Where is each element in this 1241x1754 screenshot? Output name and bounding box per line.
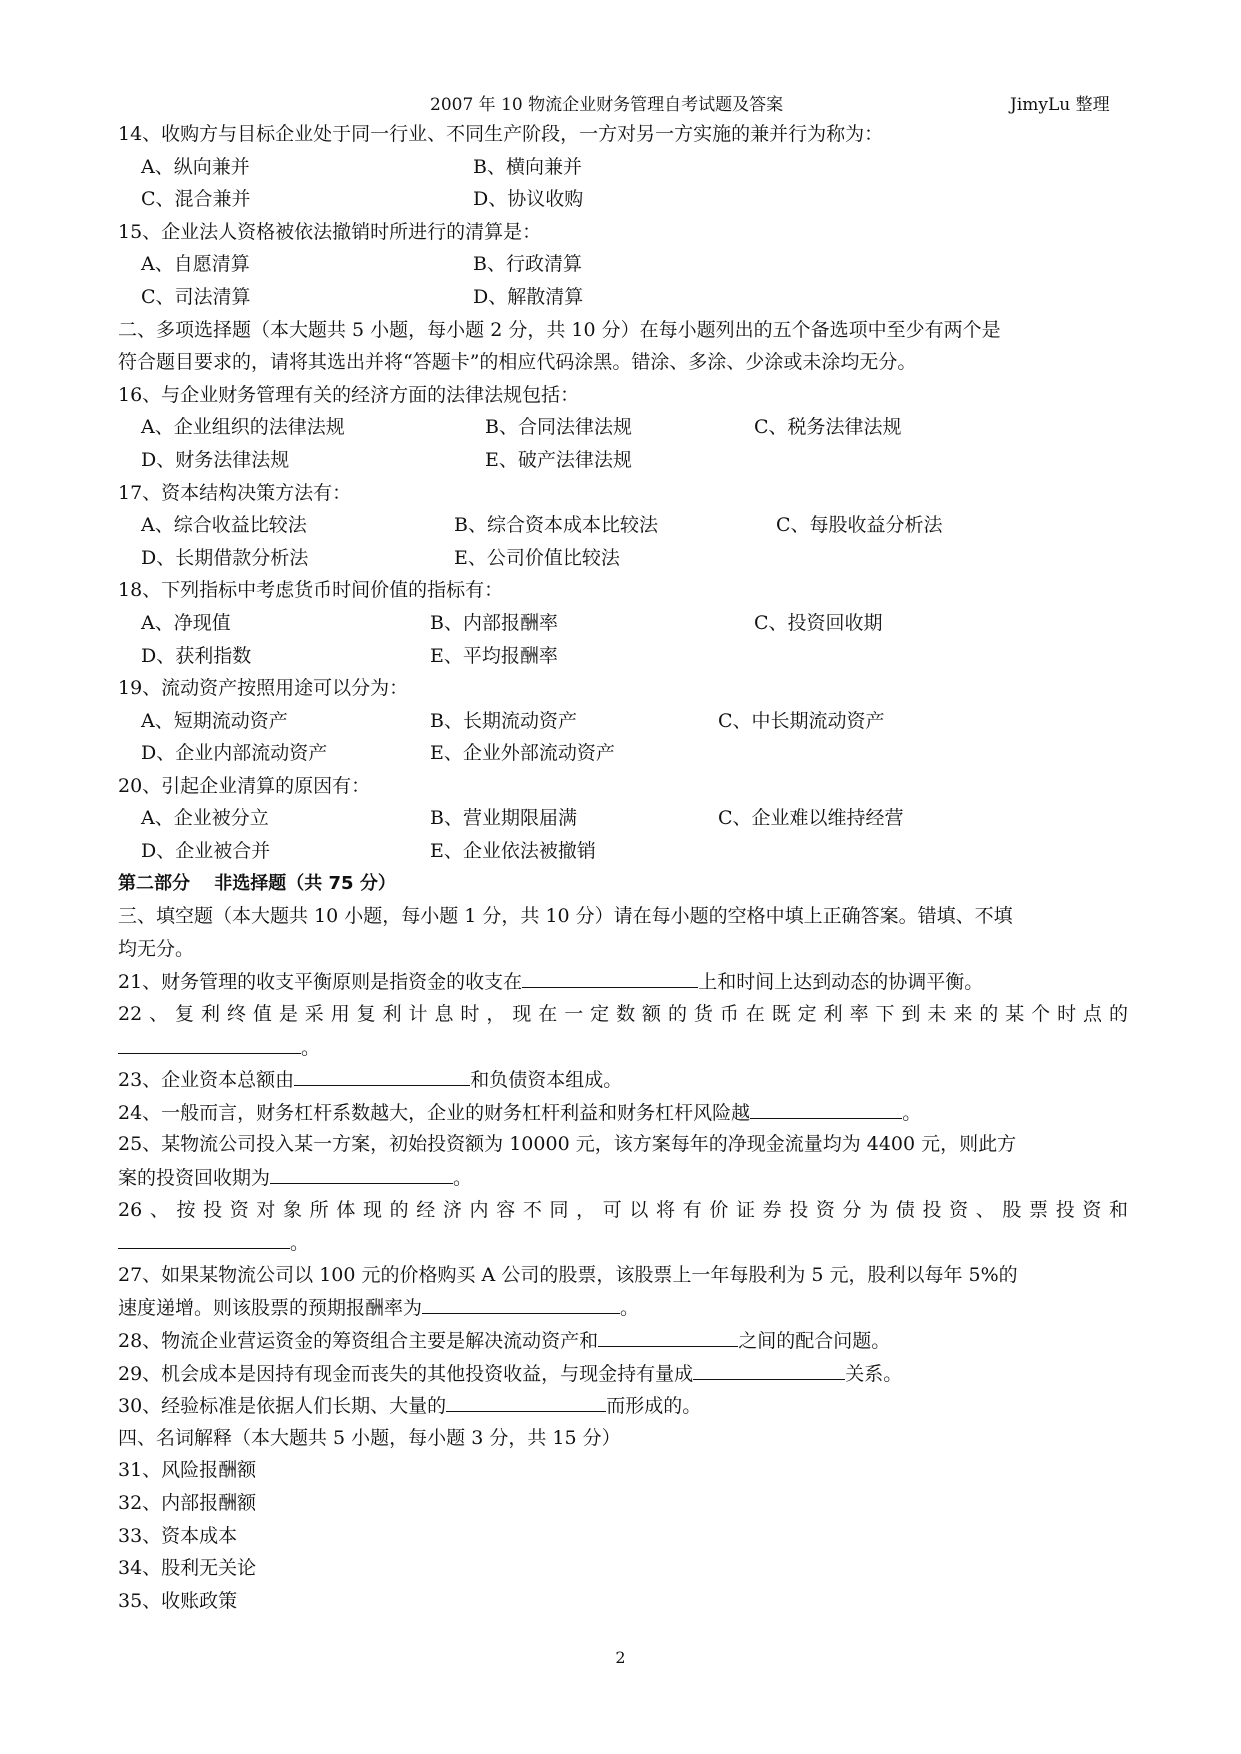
- question-17-option-d: D、长期借款分析法: [141, 546, 309, 569]
- question-15-option-b: B、行政清算: [473, 253, 582, 276]
- question-28-text-after: 之间的配合问题。: [738, 1329, 891, 1352]
- question-17-option-c: C、每股收益分析法: [776, 514, 943, 537]
- question-16-option-e: E、破产法律法规: [485, 448, 632, 471]
- question-19-option-d: D、企业内部流动资产: [141, 742, 328, 765]
- question-27-line2: [118, 1291, 1128, 1324]
- question-22-line2: [118, 1031, 1128, 1064]
- section-3-instructions-line1: 三、填空题（本大题共 10 小题，每小题 1 分，共 10 分）请在每小题的空格中填上正确答案。错填、不填: [118, 905, 1013, 928]
- question-18-option-b: B、内部报酬率: [430, 611, 558, 634]
- question-18-stem: 18、下列指标中考虑货币时间价值的指标有：: [118, 579, 504, 602]
- question-14-option-b: B、横向兼并: [473, 155, 582, 178]
- question-25-line2: [118, 1161, 1128, 1194]
- question-34: 34、股利无关论: [118, 1557, 257, 1580]
- question-16-option-d: D、财务法律法规: [141, 448, 290, 471]
- question-23-text-after: 和负债资本组成。: [470, 1069, 623, 1092]
- question-15-option-d: D、解散清算: [473, 285, 584, 308]
- question-17-option-a: A、综合收益比较法: [141, 514, 307, 537]
- question-26-line2: [118, 1226, 1128, 1259]
- question-14-options-row1: [118, 151, 1128, 184]
- question-31: 31、风险报酬额: [118, 1459, 257, 1482]
- question-29-text-after: 关系。: [845, 1362, 903, 1385]
- question-22-line1: 22、复利终值是采用复利计息时，现在一定数额的货币在既定利率下到未来的某个时点的: [118, 1003, 1128, 1026]
- question-17-stem: 17、资本结构决策方法有：: [118, 481, 352, 504]
- question-23-text-before: 23、企业资本总额由: [118, 1069, 295, 1092]
- question-24-text-before: 24、一般而言，财务杠杆系数越大，企业的财务杠杆利益和财务杠杆风险越: [118, 1101, 751, 1124]
- question-27-line1: 27、如果某物流公司以 100 元的价格购买 A 公司的股票，该股票上一年每股利为 5 元，股利以每年 5%的: [118, 1263, 1018, 1286]
- question-23: [118, 1063, 1128, 1096]
- question-25-text-before: 案的投资回收期为: [118, 1167, 271, 1189]
- question-15-options-row1: [118, 248, 1128, 281]
- question-18-options-row1: [118, 607, 1128, 640]
- question-20-stem: 20、引起企业清算的原因有：: [118, 774, 371, 797]
- question-19-options-row2: [118, 737, 1128, 770]
- question-14-stem: 14、收购方与目标企业处于同一行业、不同生产阶段，一方对另一方实施的兼并行为称为：: [118, 123, 884, 145]
- document-author: JimyLu 整理: [1010, 95, 1110, 115]
- question-16-stem: 16、与企业财务管理有关的经济方面的法律法规包括：: [118, 383, 580, 406]
- question-22-answer-blank: [118, 1031, 301, 1054]
- question-19-stem: 19、流动资产按照用途可以分为：: [118, 677, 409, 700]
- question-27-text-before: 速度递增。则该股票的预期报酬率为: [118, 1297, 423, 1320]
- question-19-option-c: C、中长期流动资产: [718, 709, 885, 732]
- question-30-answer-blank: [446, 1389, 606, 1412]
- question-15-options-row2: [118, 281, 1128, 314]
- question-26-text-end: 。: [290, 1232, 310, 1255]
- question-30-text-after: 而形成的。: [606, 1395, 702, 1418]
- question-24-text-after: 。: [902, 1101, 922, 1124]
- question-29: [118, 1357, 1128, 1390]
- question-25-line1: 25、某物流公司投入某一方案，初始投资额为 10000 元，该方案每年的净现金流量均为 4400 元，则此方: [118, 1133, 1017, 1156]
- question-15-stem: 15、企业法人资格被依法撤销时所进行的清算是：: [118, 220, 542, 243]
- question-22-text-end: 。: [301, 1036, 321, 1059]
- question-24-answer-blank: [750, 1096, 902, 1119]
- question-29-answer-blank: [693, 1357, 845, 1380]
- question-17-option-e: E、公司价值比较法: [454, 546, 620, 569]
- question-20-option-e: E、企业依法被撤销: [430, 840, 596, 863]
- question-20-option-d: D、企业被合并: [141, 840, 271, 863]
- question-16-option-c: C、税务法律法规: [754, 416, 902, 439]
- question-19-option-e: E、企业外部流动资产: [430, 742, 615, 765]
- question-18-options-row2: [118, 640, 1128, 673]
- document-title: 2007 年 10 物流企业财务管理自考试题及答案: [430, 95, 784, 115]
- question-26-line1: 26、按投资对象所体现的经济内容不同，可以将有价证券投资分为债投资、股票投资和: [118, 1198, 1128, 1221]
- question-25-text-after: 。: [453, 1167, 473, 1189]
- question-25-answer-blank: [270, 1161, 453, 1184]
- question-15-option-c: C、司法清算: [141, 285, 251, 308]
- question-21-text-after: 上和时间上达到动态的协调平衡。: [698, 971, 984, 994]
- question-24: [118, 1096, 1128, 1129]
- question-33: 33、资本成本: [118, 1524, 238, 1547]
- question-29-text-before: 29、机会成本是因持有现金而丧失的其他投资收益，与现金持有量成: [118, 1362, 694, 1385]
- question-27-text-after: 。: [620, 1297, 640, 1320]
- question-19-option-a: A、短期流动资产: [141, 709, 288, 732]
- question-16-options-row2: [118, 444, 1128, 477]
- question-27-answer-blank: [422, 1291, 620, 1314]
- question-14-option-c: C、混合兼并: [141, 188, 251, 211]
- question-16-options-row1: [118, 411, 1128, 444]
- question-30-text-before: 30、经验标准是依据人们长期、大量的: [118, 1395, 447, 1418]
- question-16-option-b: B、合同法律法规: [485, 416, 632, 439]
- question-18-option-d: D、获利指数: [141, 644, 252, 667]
- question-28-answer-blank: [598, 1324, 738, 1347]
- section-3-instructions-line2: 均无分。: [118, 937, 195, 960]
- question-26-answer-blank: [118, 1226, 290, 1249]
- question-14-option-a: A、纵向兼并: [141, 155, 250, 178]
- question-28: [118, 1324, 1128, 1357]
- question-17-options-row1: [118, 509, 1128, 542]
- question-30: [118, 1389, 1128, 1422]
- part-2-title: 第二部分 非选择题（共 75 分）: [118, 872, 396, 894]
- question-15-option-a: A、自愿清算: [141, 253, 250, 276]
- question-17-options-row2: [118, 542, 1128, 575]
- question-19-options-row1: [118, 705, 1128, 738]
- question-20-option-c: C、企业难以维持经营: [718, 807, 904, 830]
- page-content: [118, 118, 1128, 1617]
- question-16-option-a: A、企业组织的法律法规: [141, 416, 345, 439]
- section-2-instructions-line2: 符合题目要求的，请将其选出并将“答题卡”的相应代码涂黑。错涂、多涂、少涂或未涂均无分。: [118, 351, 917, 374]
- question-35: 35、收账政策: [118, 1589, 238, 1612]
- question-18-option-a: A、净现值: [141, 611, 231, 634]
- question-17-option-b: B、综合资本成本比较法: [454, 514, 658, 537]
- page-number: 2: [615, 1648, 626, 1667]
- question-20-option-b: B、营业期限届满: [430, 807, 577, 830]
- question-14-option-d: D、协议收购: [473, 188, 584, 211]
- question-32: 32、内部报酬额: [118, 1491, 257, 1514]
- question-20-options-row2: [118, 835, 1128, 868]
- question-18-option-c: C、投资回收期: [754, 611, 883, 634]
- question-18-option-e: E、平均报酬率: [430, 644, 558, 667]
- question-23-answer-blank: [294, 1063, 470, 1086]
- question-20-option-a: A、企业被分立: [141, 807, 269, 830]
- section-4-title: 四、名词解释（本大题共 5 小题，每小题 3 分，共 15 分）: [118, 1426, 621, 1449]
- question-20-options-row1: [118, 802, 1128, 835]
- question-21-text-before: 21、财务管理的收支平衡原则是指资金的收支在: [118, 971, 523, 994]
- question-28-text-before: 28、物流企业营运资金的筹资组合主要是解决流动资产和: [118, 1329, 599, 1352]
- question-21: [118, 965, 1128, 998]
- question-19-option-b: B、长期流动资产: [430, 709, 577, 732]
- question-14-options-row2: [118, 183, 1128, 216]
- question-21-answer-blank: [522, 965, 698, 988]
- section-2-instructions-line1: 二、多项选择题（本大题共 5 小题，每小题 2 分，共 10 分）在每小题列出的五个备选项中至少有两个是: [118, 318, 1001, 341]
- page-header: [0, 90, 1241, 114]
